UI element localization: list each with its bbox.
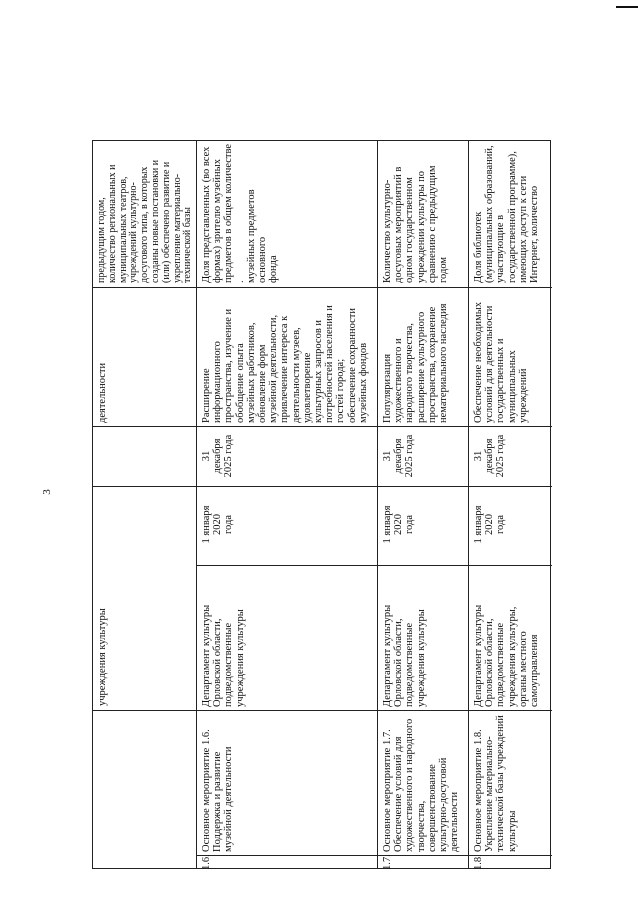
measure-cell — [378, 710, 468, 855]
result-cell — [469, 287, 552, 426]
continuation-end-cell — [93, 426, 196, 486]
continuation-indicator-cell — [93, 141, 196, 287]
continuation-executor: учреждения культуры — [97, 608, 108, 706]
start-date: 1 января 2020 года — [382, 505, 416, 544]
start-cell — [197, 486, 377, 565]
measure-cell — [197, 710, 377, 855]
measure: Основное мероприятие 1.6. Поддержка и развитие музейной деятельности — [201, 729, 235, 852]
result: Обеспечение необходимых условий для деятельности государственных и муниципальных учреждений — [473, 301, 529, 423]
indicator-cell — [378, 141, 468, 287]
executor: Департамент культуры Орловской области, подведомственные учреждения культуры — [201, 604, 246, 707]
start-date: 1 января 2020 года — [201, 505, 235, 544]
result: Популяризация художественного и народного творчества, расширение культурного пространства, сохранение нематериального наследия — [382, 303, 450, 423]
indicator-cell — [197, 141, 377, 287]
continuation-result: деятельности — [97, 362, 108, 423]
measure: Основное мероприятие 1.7. Обеспечение условий для художественного и народного творчества, совершенствование культурно-досуговой деятельности — [382, 718, 461, 852]
continuation-result-cell — [93, 287, 196, 426]
indicator: Доля библиотек (муниципальных образований, участвующие в государственной программе), имеющих доступ к сети Интернет, количество — [473, 145, 541, 283]
result-cell — [378, 287, 468, 426]
indicator: Количество культурно- досуговых мероприятий в одном государственном учреждении культуры по сравнению с предыдущим годом — [382, 165, 450, 283]
start-cell — [469, 486, 552, 565]
start-date: 1 января 2020 года — [473, 505, 507, 544]
row-number-cell — [378, 855, 468, 870]
measure-cell — [469, 710, 552, 855]
start-cell — [378, 486, 468, 565]
indicator-cell — [469, 141, 552, 287]
program-table — [92, 140, 551, 869]
end-date: 31 декабря 2025 года — [473, 434, 507, 478]
executor-cell — [469, 565, 552, 710]
table-row — [469, 141, 552, 868]
end-cell — [197, 426, 377, 486]
table-row — [378, 141, 469, 868]
continuation-band — [93, 141, 197, 868]
end-date: 31 декабря 2025 года — [201, 434, 235, 478]
row-number: 1.6. — [201, 854, 212, 870]
continuation-indicator: предыдущим годом, количество региональных и муниципальных театров, учреждений культурно- досугового типа, в которых созданы новые постановки и (или) обеспечено развитие и укрепление материально- технической базы — [96, 159, 194, 283]
executor-cell — [378, 565, 468, 710]
corner-mark — [616, 6, 638, 8]
indicator: Доля представленных (во всех формах) зрителю музейных предметов в общем количестве . музейных предметов основного фонда — [201, 143, 280, 283]
result-cell — [197, 287, 377, 426]
page-number: 3 — [40, 489, 53, 495]
row-number: 1.8. — [473, 854, 484, 870]
end-date: 31 декабря 2025 года — [382, 434, 416, 478]
row-number-cell — [469, 855, 552, 870]
row-number-cell — [197, 855, 377, 870]
continuation-executor-cell — [93, 565, 196, 710]
continuation-measure-cell — [93, 710, 196, 870]
end-cell — [378, 426, 468, 486]
end-cell — [469, 426, 552, 486]
result: Расширение информационного пространства, изучение и обобщение опыта музейных работников, обновление форм музейной деятельности, привлечение интереса к деятельности музеев, удовлетворение культурных запросов и потребностей населения и гостей города; обеспечение сохранности музейных фондов — [201, 305, 369, 423]
measure: Основное мероприятие 1.8. Укрепление материально- технической базы учреждений культуры — [473, 715, 518, 852]
table-row — [197, 141, 378, 868]
continuation-start-cell — [93, 486, 196, 565]
executor: Департамент культуры Орловской области, подведомственные учреждения культуры — [382, 604, 427, 707]
row-number: 1.7. — [382, 854, 393, 870]
executor: Департамент культуры Орловской области, подведомственные учреждения культуры, органы местного самоуправления — [473, 604, 541, 707]
executor-cell — [197, 565, 377, 710]
